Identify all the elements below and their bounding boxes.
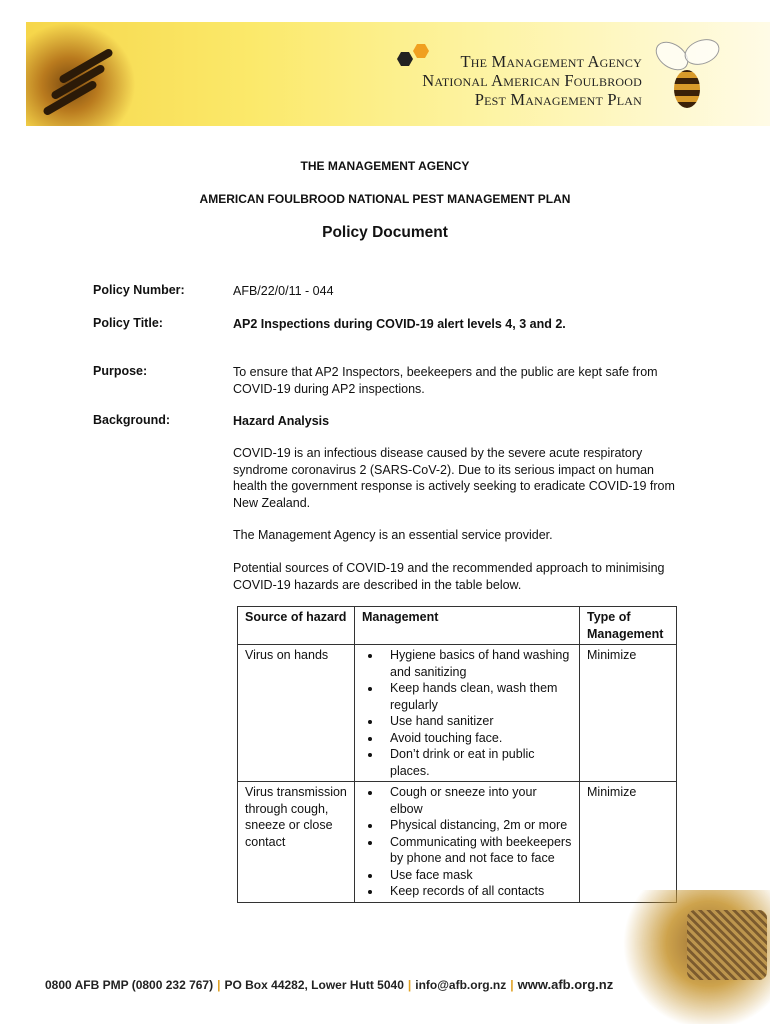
- footer-phone: 0800 AFB PMP (0800 232 767): [45, 978, 214, 992]
- purpose-label: Purpose:: [93, 364, 148, 378]
- agency-logo-text: [392, 52, 642, 109]
- footer-separator: |: [510, 978, 514, 992]
- table-row: [238, 645, 677, 782]
- policy-title-label: Policy Title:: [93, 316, 163, 330]
- header-source: Source of hazard: [238, 607, 355, 645]
- footer-separator: |: [217, 978, 221, 992]
- footer-contact: [45, 977, 613, 992]
- bee-photo-left: [26, 22, 136, 126]
- footer-separator: |: [407, 978, 412, 992]
- honeycomb-photo: [617, 890, 770, 1024]
- footer-po-box: PO Box 44282, Lower Hutt 5040: [224, 978, 404, 992]
- purpose-value: To ensure that AP2 Inspectors, beekeepers and the public are kept safe from COVID-19 during AP2 inspections.: [233, 365, 658, 396]
- footer-email-link[interactable]: info@afb.org.nz: [415, 978, 507, 992]
- row-2-list: [362, 784, 572, 900]
- list-item: • Avoid touching face.: [382, 730, 572, 747]
- policy-title-value: AP2 Inspections during COVID-19 alert levels 4, 3 and 2.: [233, 317, 566, 331]
- row-1-list: [362, 647, 572, 779]
- row-1-source: Virus on hands: [238, 645, 355, 782]
- document-title: Policy Document: [322, 224, 448, 241]
- list-item: • Communicating with beekeepers by phone and not face to face: [382, 834, 572, 867]
- background-paragraph-2: The Management Agency is an essential service provider.: [233, 528, 553, 542]
- list-item: • Cough or sneeze into your elbow: [382, 784, 572, 817]
- list-item: • Don’t drink or eat in public places.: [382, 746, 572, 779]
- list-item: • Keep records of all contacts: [382, 883, 572, 900]
- list-item: • Keep hands clean, wash them regularly: [382, 680, 572, 713]
- row-2-management: [355, 782, 580, 903]
- table-header-row: [238, 607, 677, 645]
- row-2-source: Virus transmission through cough, sneeze or close contact: [238, 782, 355, 903]
- logo-line-2: National American Foulbrood: [422, 71, 642, 90]
- list-item: • Hygiene basics of hand washing and sanitizing: [382, 647, 572, 680]
- agency-heading: THE MANAGEMENT AGENCY: [300, 159, 470, 173]
- row-1-type: Minimize: [580, 645, 677, 782]
- logo-line-1: The Management Agency: [460, 52, 642, 71]
- background-label: Background:: [93, 413, 171, 427]
- logo-line-3: Pest Management Plan: [474, 90, 642, 109]
- footer-website-link[interactable]: www.afb.org.nz: [517, 977, 614, 992]
- hazard-table: [237, 606, 677, 903]
- policy-number-value: AFB/22/0/11 - 044: [233, 284, 334, 298]
- plan-heading: AMERICAN FOULBROOD NATIONAL PEST MANAGEMENT PLAN: [199, 192, 571, 206]
- background-paragraph-1: COVID-19 is an infectious disease caused by the severe acute respiratory syndrome coronavirus 2 (SARS-CoV-2). Due to its serious impact on human health the government response is actively seeking to eradicate COVID-19 from New Zealand.: [233, 446, 675, 510]
- policy-number-label: Policy Number:: [93, 283, 185, 297]
- row-2-type: Minimize: [580, 782, 677, 903]
- bee-illustration-icon: [650, 40, 720, 112]
- list-item: • Physical distancing, 2m or more: [382, 817, 572, 834]
- header-management: Management: [355, 607, 580, 645]
- list-item: • Use face mask: [382, 867, 572, 884]
- header-type: Type of Management: [580, 607, 677, 645]
- list-item: • Use hand sanitizer: [382, 713, 572, 730]
- table-row: [238, 782, 677, 903]
- hazard-analysis-heading: Hazard Analysis: [233, 414, 330, 428]
- background-paragraph-3: Potential sources of COVID-19 and the recommended approach to minimising COVID-19 hazards are described in the table below.: [233, 561, 665, 592]
- row-1-management: [355, 645, 580, 782]
